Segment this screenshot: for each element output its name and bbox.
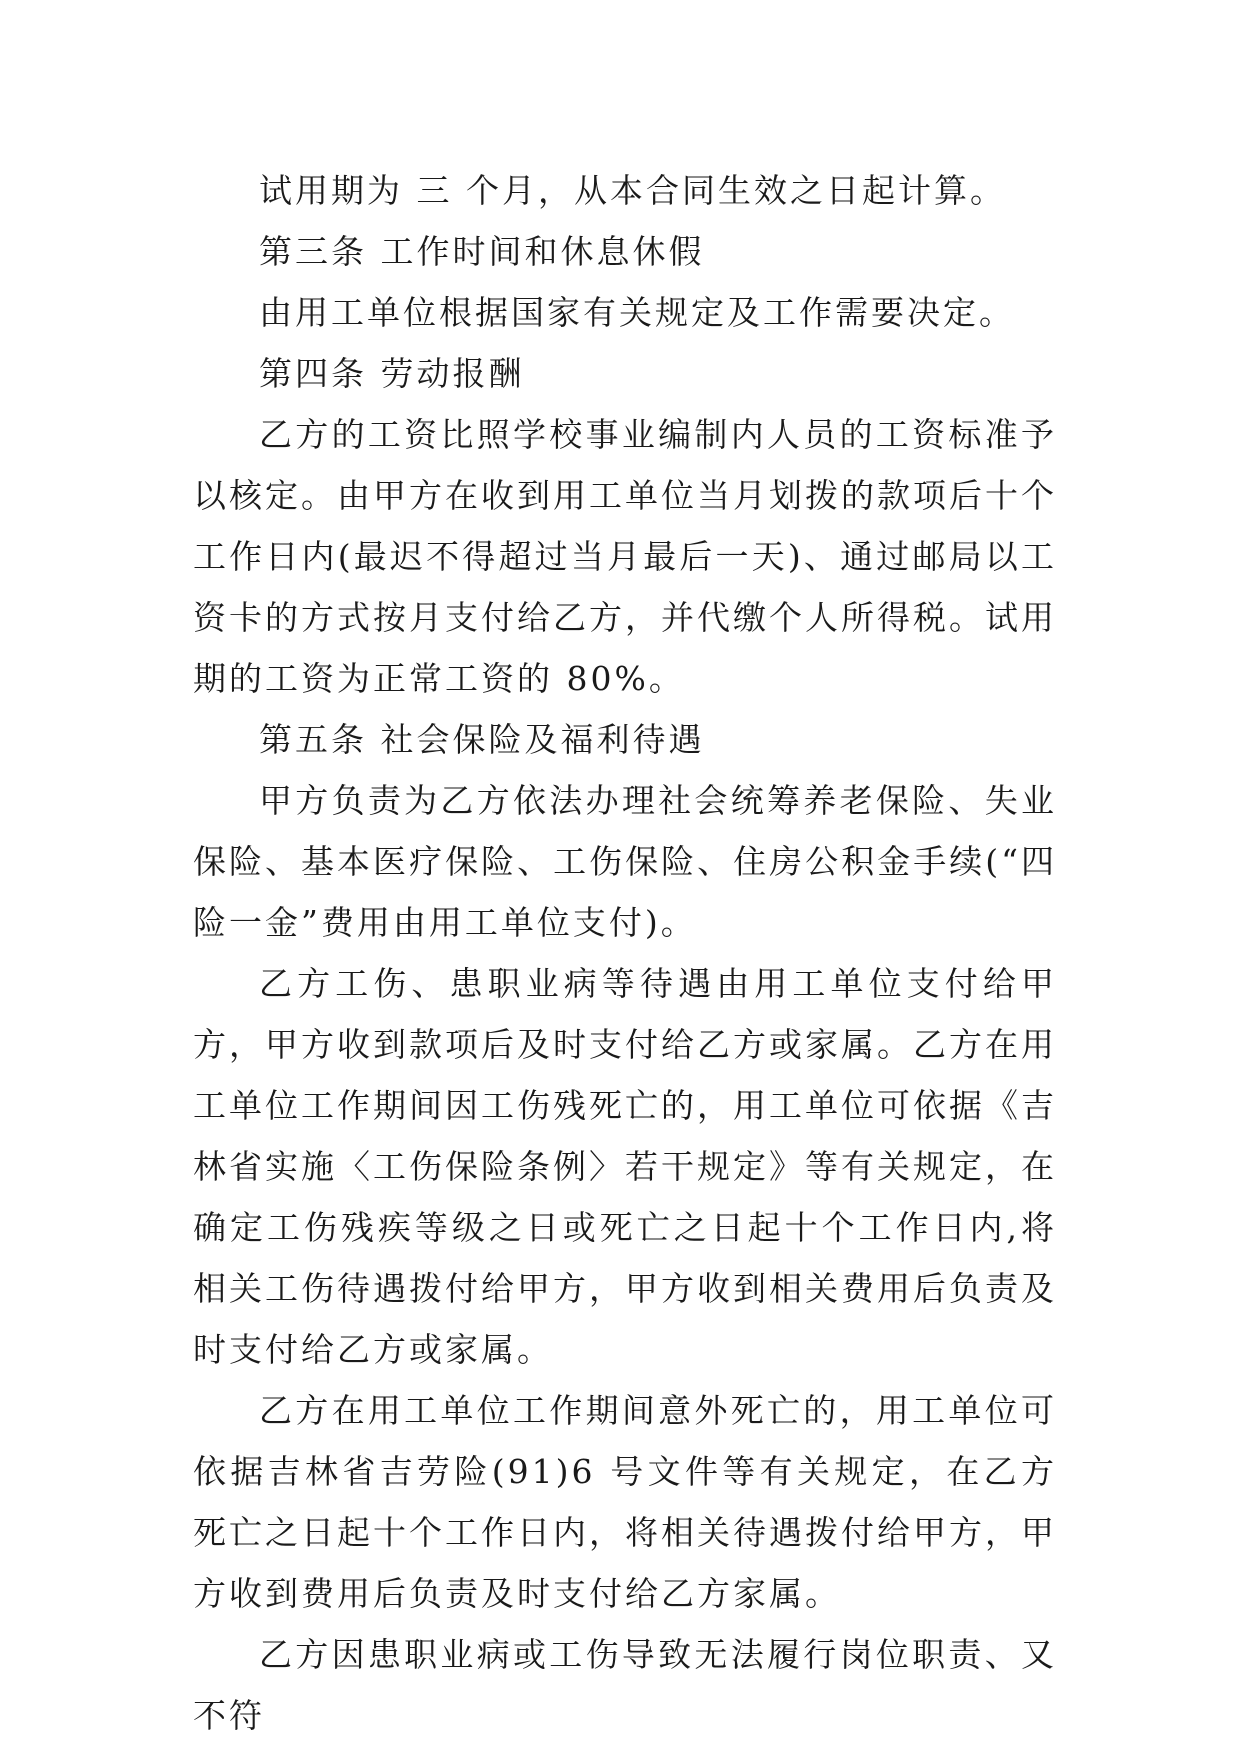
document-body [193, 160, 1057, 1746]
paragraph-occupational-disease: 乙方因患职业病或工伤导致无法履行岗位职责、又不符 [193, 1635, 1057, 1735]
paragraph-probation-period: 试用期为 三 个月，从本合同生效之日起计算。 [259, 171, 1006, 210]
paragraph-working-hours: 由用工单位根据国家有关规定及工作需要决定。 [259, 293, 1015, 332]
paragraph-social-insurance: 甲方负责为乙方依法办理社会统筹养老保险、失业保险、基本医疗保险、工伤保险、住房公积金手续(“四险一金”费用由用工单位支付)。 [193, 781, 1057, 942]
article-4-heading: 第四条 劳动报酬 [259, 354, 525, 393]
article-3-heading: 第三条 工作时间和休息休假 [259, 232, 705, 271]
paragraph-accidental-death: 乙方在用工单位工作期间意外死亡的，用工单位可依据吉林省吉劳险(91)6 号文件等有关规定，在乙方死亡之日起十个工作日内，将相关待遇拨付给甲方，甲方收到费用后负责及时支付给乙方家属。 [193, 1391, 1057, 1613]
paragraph-remuneration: 乙方的工资比照学校事业编制内人员的工资标准予以核定。由甲方在收到用工单位当月划拨的款项后十个工作日内(最迟不得超过当月最后一天)、通过邮局以工资卡的方式按月支付给乙方，并代缴个人所得税。试用期的工资为正常工资的 80%。 [193, 415, 1057, 698]
article-5-heading: 第五条 社会保险及福利待遇 [259, 720, 705, 759]
paragraph-work-injury: 乙方工伤、患职业病等待遇由用工单位支付给甲方，甲方收到款项后及时支付给乙方或家属。乙方在用工单位工作期间因工伤残死亡的，用工单位可依据《吉林省实施〈工伤保险条例〉若干规定》等有关规定，在确定工伤残疾等级之日或死亡之日起十个工作日内,将相关工伤待遇拨付给甲方，甲方收到相关费用后负责及时支付给乙方或家属。 [193, 964, 1057, 1369]
